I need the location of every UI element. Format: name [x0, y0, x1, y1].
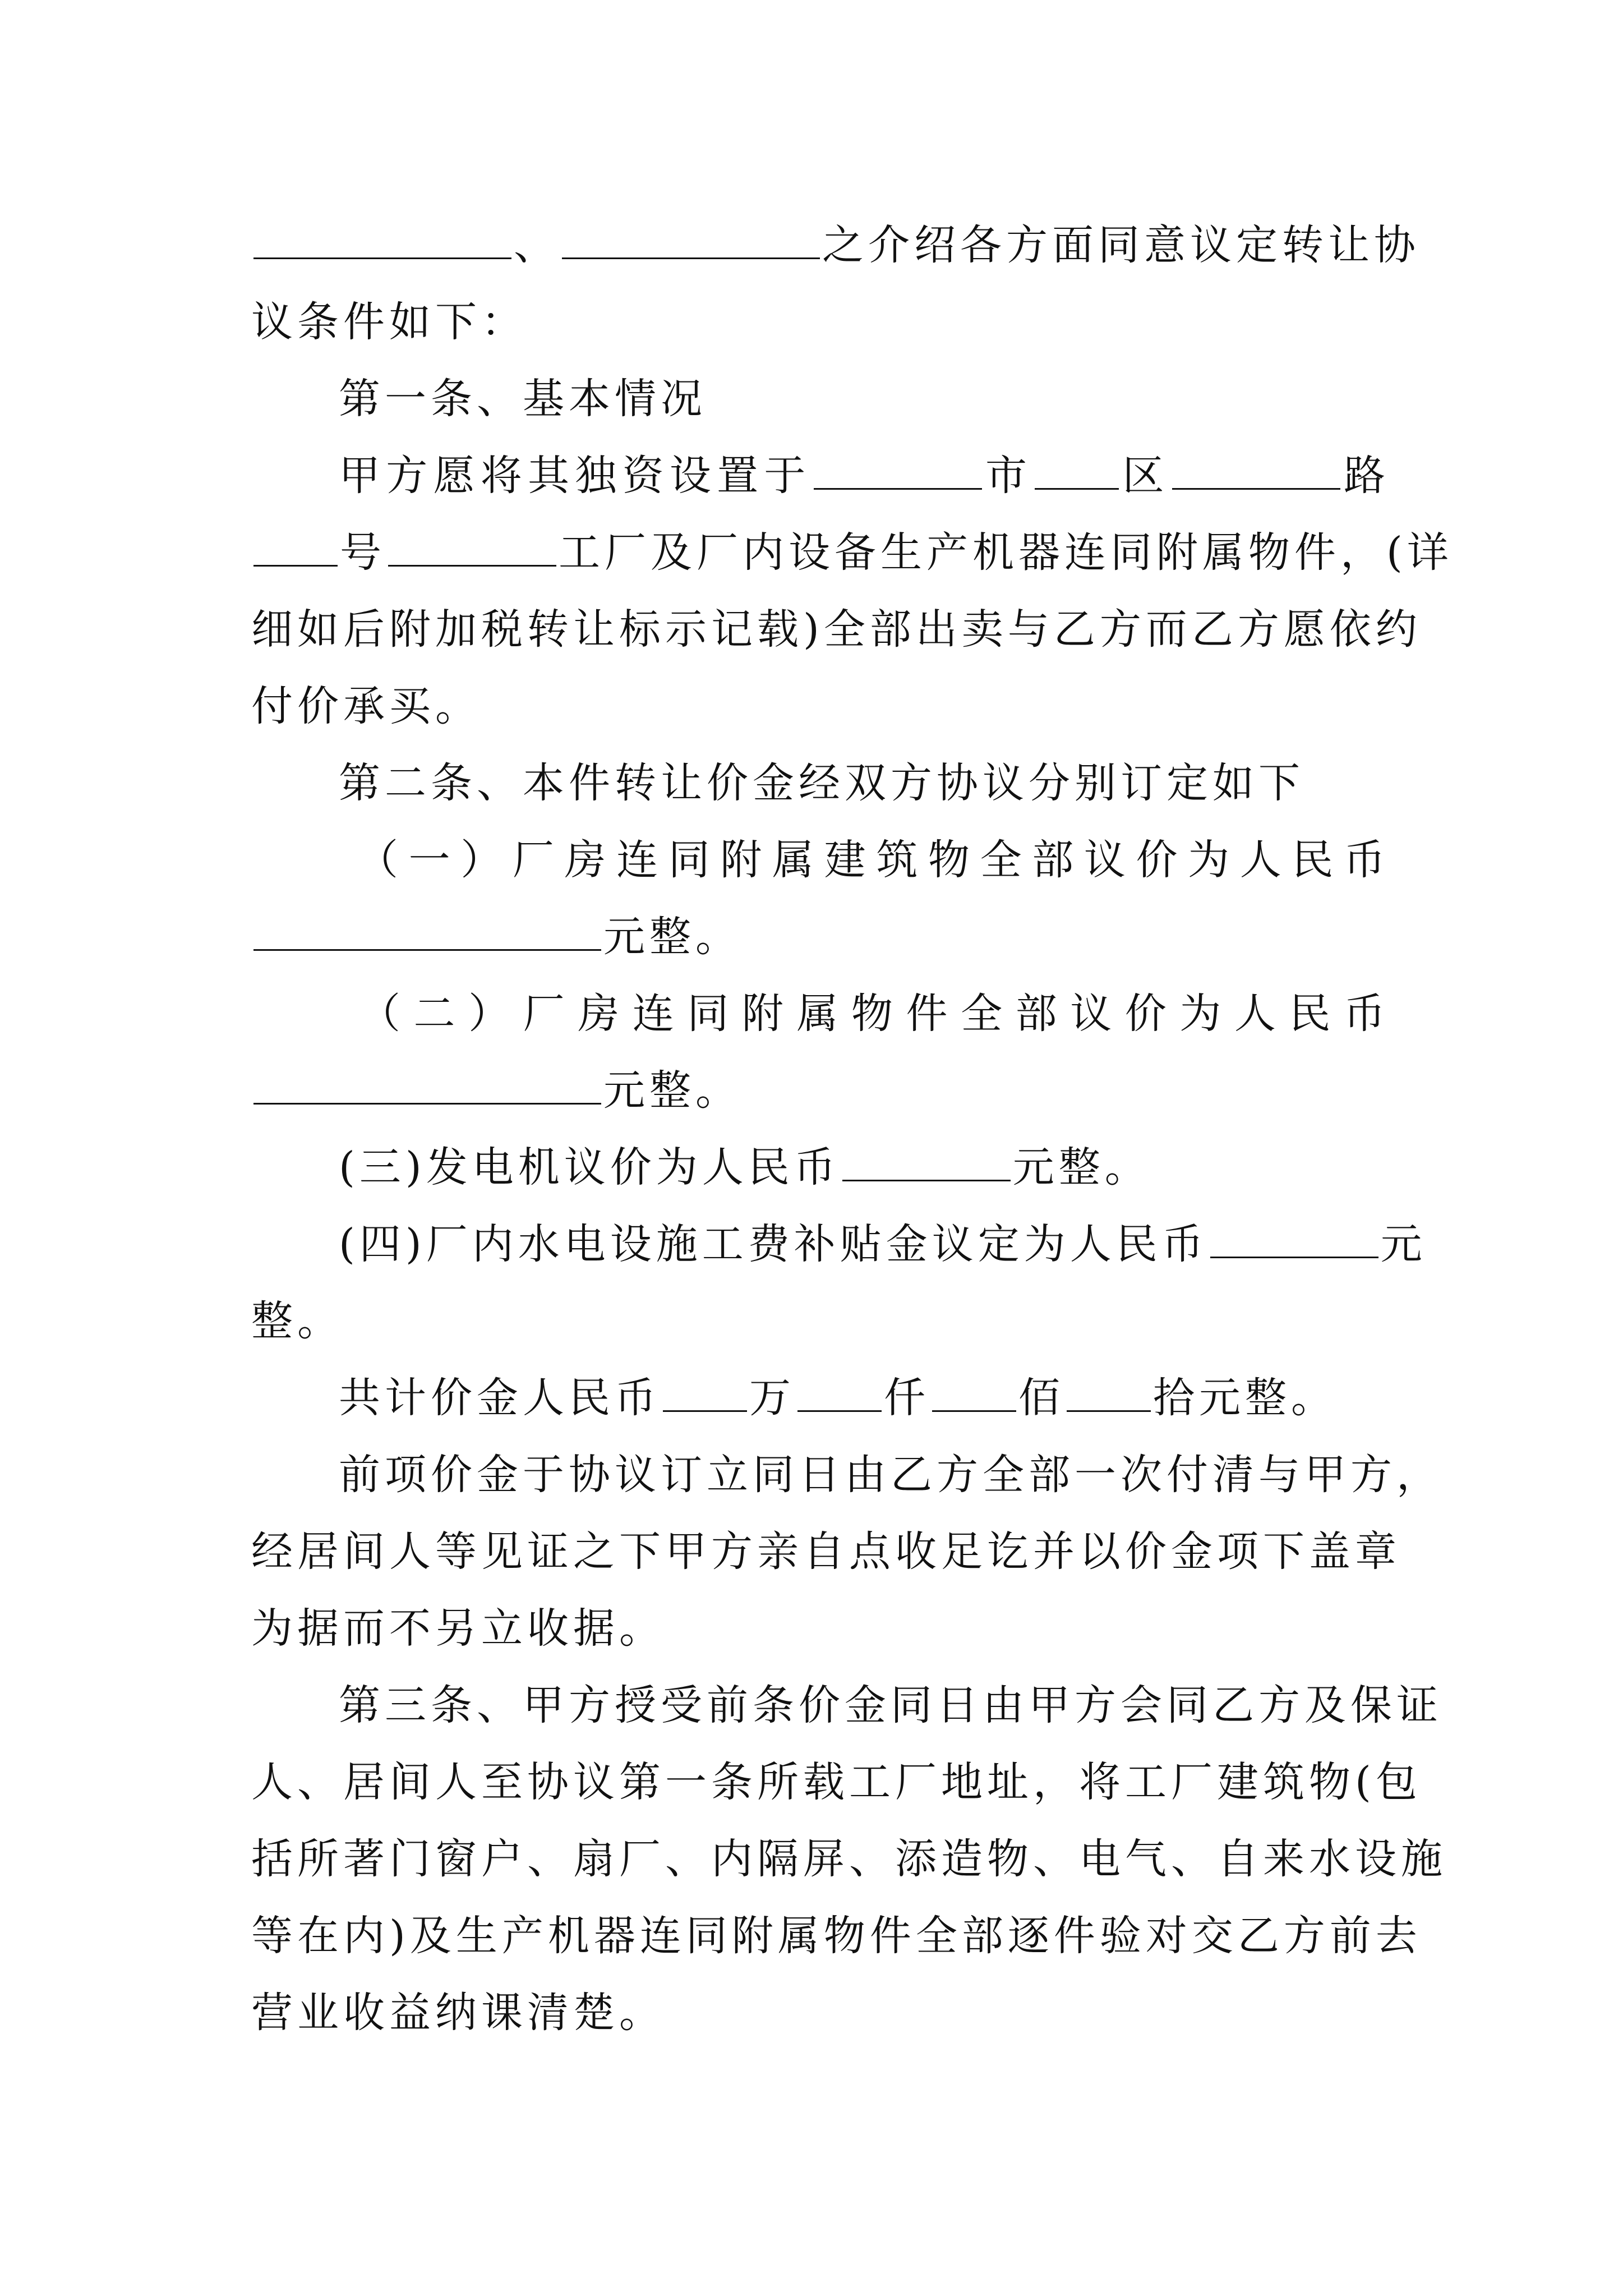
- unit-label: 佰: [1018, 1374, 1064, 1422]
- paragraph-line-19: 为据而不另立收据。: [251, 1604, 665, 1653]
- total-price-line: [339, 1356, 1390, 1440]
- price-item-4: [339, 1202, 1427, 1286]
- line-text: (三)发电机议价为人民币: [339, 1143, 840, 1191]
- line-text: 共计价金人民币: [339, 1374, 661, 1422]
- separator: 、: [514, 221, 560, 269]
- article-3-line-1: 第三条、甲方授受前条价金同日由甲方会同乙方及保证: [339, 1681, 1442, 1729]
- paragraph-line-1: [251, 203, 1420, 287]
- line-text: 元: [1380, 1220, 1427, 1268]
- paragraph-line-17: 前项价金于协议订立同日由乙方全部一次付清与甲方，: [339, 1451, 1442, 1499]
- unit-label: 拾元整。: [1153, 1374, 1337, 1422]
- blank-shi: [1067, 1375, 1151, 1412]
- blank-city: [814, 453, 982, 490]
- price-item-2-amount: [251, 1048, 1390, 1133]
- price-item-3: [339, 1125, 1390, 1209]
- blank-party-1: [253, 223, 511, 259]
- paragraph-line-5: [251, 510, 1453, 595]
- blank-wan: [663, 1375, 747, 1412]
- price-item-4-end: 整。: [251, 1297, 343, 1345]
- blank-party-2: [562, 223, 820, 259]
- blank-amount-2: [253, 1068, 601, 1105]
- blank-amount-4: [1210, 1222, 1378, 1258]
- article-3-line-4: 等在内)及生产机器连同附属物件全部逐件验对交乙方前去: [251, 1912, 1422, 1960]
- line-text: 元整。: [603, 1066, 741, 1115]
- blank-amount-3: [842, 1145, 1011, 1181]
- paragraph-line-4: [339, 434, 1390, 518]
- blank-district: [1035, 453, 1119, 490]
- road-label: 路: [1342, 452, 1390, 500]
- blank-qian: [797, 1375, 882, 1412]
- blank-amount-1: [253, 914, 601, 951]
- line-text: 元整。: [603, 913, 741, 961]
- unit-label: 仟: [884, 1374, 930, 1422]
- line-text: 工厂及厂内设备生产机器连同附属物件，(详: [559, 528, 1453, 577]
- district-label: 区: [1121, 452, 1170, 500]
- article-3-line-3: 括所著门窗户、扇厂、内隔屏、添造物、电气、自来水设施: [251, 1835, 1447, 1883]
- price-item-1: （一）厂房连同附属建筑物全部议价为人民币: [357, 836, 1390, 884]
- article-2-heading: 第二条、本件转让价金经双方协议分别订定如下: [339, 759, 1304, 807]
- number-label: 号: [340, 528, 386, 577]
- article-1-heading: 第一条、基本情况: [339, 375, 707, 423]
- paragraph-line-18: 经居间人等见证之下甲方亲自点收足讫并以价金项下盖章: [251, 1527, 1401, 1576]
- blank-road: [1172, 453, 1340, 490]
- article-3-line-5: 营业收益纳课清楚。: [251, 1989, 665, 2037]
- blank-bai: [932, 1375, 1016, 1412]
- line-text: 之介绍各方面同意议定转让协: [822, 221, 1420, 269]
- price-item-2: （二）厂房连同附属物件全部议价为人民币: [359, 990, 1390, 1038]
- line-text: 甲方愿将其独资设置于: [339, 452, 811, 500]
- article-3-line-2: 人、居间人至协议第一条所载工厂地址，将工厂建筑物(包: [251, 1758, 1422, 1806]
- blank-factory: [388, 530, 556, 567]
- line-text: 元整。: [1012, 1143, 1151, 1191]
- price-item-1-amount: [251, 895, 1390, 979]
- paragraph-line-6: 细如后附加税转让标示记载)全部出卖与乙方而乙方愿依约: [251, 605, 1422, 654]
- blank-number: [253, 530, 338, 567]
- city-label: 市: [984, 452, 1033, 500]
- paragraph-line-2: 议条件如下：: [251, 298, 527, 346]
- paragraph-line-7: 付价承买。: [251, 682, 481, 730]
- line-text: (四)厂内水电设施工费补贴金议定为人民币: [339, 1220, 1208, 1268]
- unit-label: 万: [749, 1374, 795, 1422]
